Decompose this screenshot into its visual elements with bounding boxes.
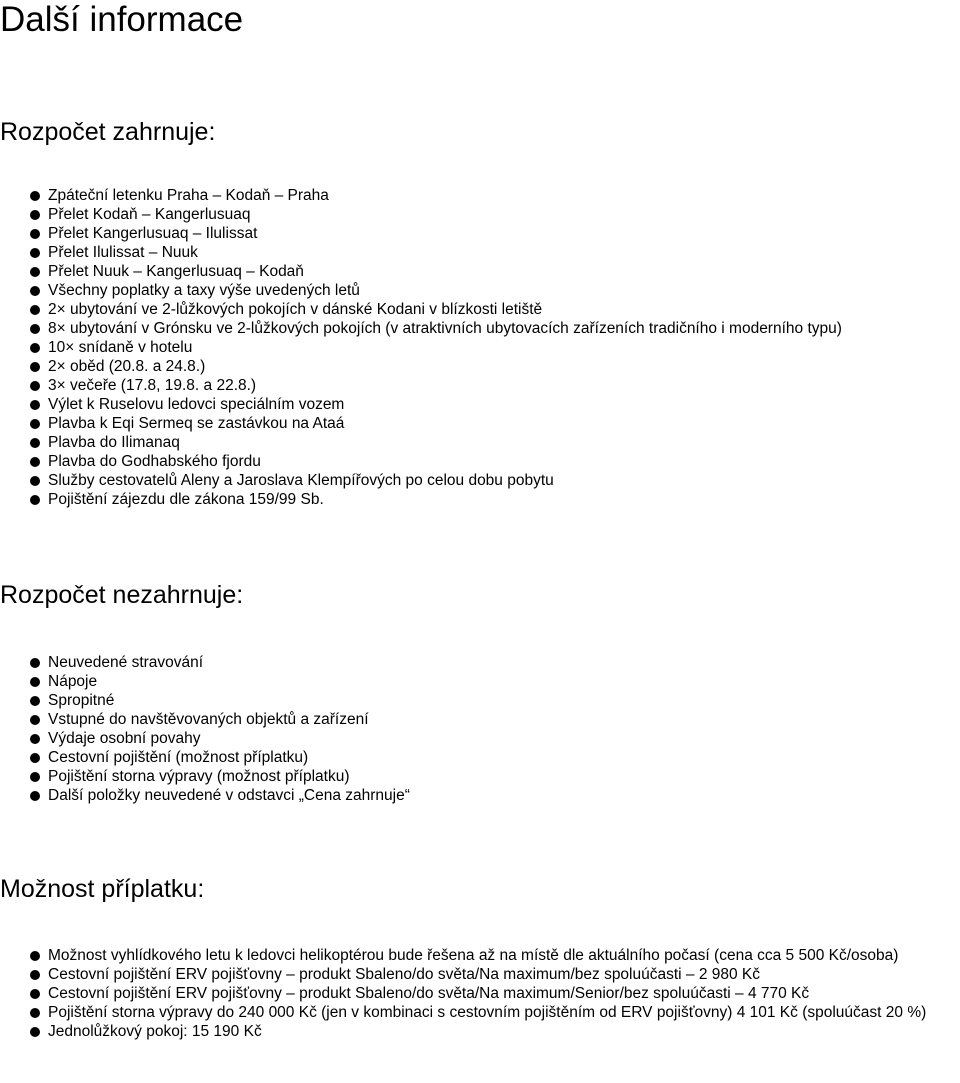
list-item-text: Plavba do Godhabského fjordu	[48, 453, 261, 470]
list-item	[30, 490, 958, 509]
list-item-text: Přelet Ilulissat – Nuuk	[48, 244, 198, 261]
list-item-text: Všechny poplatky a taxy výše uvedených letů	[48, 282, 360, 299]
list-item	[30, 262, 958, 281]
list-item	[30, 691, 958, 710]
bullet-icon	[30, 476, 40, 486]
list-item	[30, 710, 958, 729]
list-item-text: Cestovní pojištění ERV pojišťovny – produkt Sbaleno/do světa/Na maximum/bez spoluúčasti – 2 980 Kč	[48, 966, 761, 983]
list-item-text: 3× večeře (17.8, 19.8. a 22.8.)	[48, 377, 257, 394]
list-item-text: Služby cestovatelů Aleny a Jaroslava Klempířových po celou dobu pobytu	[48, 472, 554, 489]
bullet-icon	[30, 324, 40, 334]
list-item-text: Výdaje osobní povahy	[48, 730, 201, 747]
list-item-text: Jednolůžkový pokoj: 15 190 Kč	[48, 1023, 262, 1040]
bullet-icon	[30, 677, 40, 687]
list-item-text: Pojištění zájezdu dle zákona 159/99 Sb.	[48, 491, 324, 508]
list-item	[30, 281, 958, 300]
bullet-icon	[30, 1008, 40, 1018]
list-item	[30, 452, 958, 471]
page-title: Další informace	[0, 0, 244, 39]
bullet-icon	[30, 495, 40, 505]
includes-list	[30, 186, 958, 509]
list-item	[30, 946, 958, 965]
surcharge-options-list	[30, 946, 958, 1041]
bullet-icon	[30, 989, 40, 999]
bullet-icon	[30, 970, 40, 980]
bullet-icon	[30, 362, 40, 372]
list-item	[30, 205, 958, 224]
excludes-list	[30, 653, 958, 805]
list-item	[30, 965, 958, 984]
bullet-icon	[30, 753, 40, 763]
options-heading: Možnost příplatku:	[0, 875, 205, 903]
bullet-icon	[30, 248, 40, 258]
bullet-icon	[30, 267, 40, 277]
list-item	[30, 748, 958, 767]
list-item-text: 2× ubytování ve 2-lůžkových pokojích v dánské Kodani v blízkosti letiště	[48, 301, 543, 318]
list-item-text: Plavba do Ilimanaq	[48, 434, 180, 451]
list-item	[30, 243, 958, 262]
list-item	[30, 1022, 958, 1041]
list-item	[30, 984, 958, 1003]
bullet-icon	[30, 343, 40, 353]
list-item	[30, 672, 958, 691]
bullet-icon	[30, 381, 40, 391]
list-item-text: Další položky neuvedené v odstavci „Cena zahrnuje“	[48, 787, 410, 804]
list-item-text: 10× snídaně v hotelu	[48, 339, 193, 356]
list-item	[30, 338, 958, 357]
list-item	[30, 471, 958, 490]
list-item-text: Pojištění storna výpravy (možnost příplatku)	[48, 768, 350, 785]
bullet-icon	[30, 286, 40, 296]
list-item	[30, 786, 958, 805]
list-item-text: Možnost vyhlídkového letu k ledovci helikoptérou bude řešena až na místě dle aktuálního počasí (cena cca 5 500 Kč/osoba)	[48, 947, 899, 964]
bullet-icon	[30, 951, 40, 961]
list-item	[30, 433, 958, 452]
list-item	[30, 767, 958, 786]
list-item	[30, 300, 958, 319]
list-item	[30, 414, 958, 433]
list-item	[30, 1003, 958, 1022]
bullet-icon	[30, 400, 40, 410]
bullet-icon	[30, 191, 40, 201]
bullet-icon	[30, 772, 40, 782]
list-item-text: 2× oběd (20.8. a 24.8.)	[48, 358, 206, 375]
list-item	[30, 395, 958, 414]
list-item-text: Přelet Kodaň – Kangerlusuaq	[48, 206, 251, 223]
list-item	[30, 376, 958, 395]
list-item	[30, 653, 958, 672]
list-item-text: Cestovní pojištění (možnost příplatku)	[48, 749, 309, 766]
list-item-text: Cestovní pojištění ERV pojišťovny – produkt Sbaleno/do světa/Na maximum/Senior/bez spoluúčasti – 4 770 Kč	[48, 985, 810, 1002]
bullet-icon	[30, 457, 40, 467]
bullet-icon	[30, 658, 40, 668]
bullet-icon	[30, 438, 40, 448]
list-item	[30, 729, 958, 748]
list-item	[30, 224, 958, 243]
list-item-text: Pojištění storna výpravy do 240 000 Kč (jen v kombinaci s cestovním pojištěním od ERV pojišťovny) 4 101 Kč (spoluúčast 20 %)	[48, 1004, 927, 1021]
list-item-text: Přelet Nuuk – Kangerlusuaq – Kodaň	[48, 263, 304, 280]
list-item-text: 8× ubytování v Grónsku ve 2-lůžkových pokojích (v atraktivních ubytovacích zařízeních tradičního i moderního typu)	[48, 320, 842, 337]
list-item-text: Neuvedené stravování	[48, 654, 204, 671]
list-item-text: Spropitné	[48, 692, 115, 709]
list-item-text: Nápoje	[48, 673, 98, 690]
list-item-text: Zpáteční letenku Praha – Kodaň – Praha	[48, 187, 329, 204]
list-item-text: Přelet Kangerlusuaq – Ilulissat	[48, 225, 258, 242]
bullet-icon	[30, 229, 40, 239]
list-item	[30, 357, 958, 376]
list-item	[30, 186, 958, 205]
bullet-icon	[30, 419, 40, 429]
bullet-icon	[30, 1027, 40, 1037]
includes-heading: Rozpočet zahrnuje:	[0, 118, 216, 146]
list-item	[30, 319, 958, 338]
bullet-icon	[30, 210, 40, 220]
excludes-heading: Rozpočet nezahrnuje:	[0, 581, 244, 609]
bullet-icon	[30, 305, 40, 315]
bullet-icon	[30, 734, 40, 744]
bullet-icon	[30, 715, 40, 725]
list-item-text: Výlet k Ruselovu ledovci speciálním vozem	[48, 396, 345, 413]
list-item-text: Plavba k Eqi Sermeq se zastávkou na Ataá	[48, 415, 345, 432]
list-item-text: Vstupné do navštěvovaných objektů a zařízení	[48, 711, 369, 728]
bullet-icon	[30, 791, 40, 801]
bullet-icon	[30, 696, 40, 706]
